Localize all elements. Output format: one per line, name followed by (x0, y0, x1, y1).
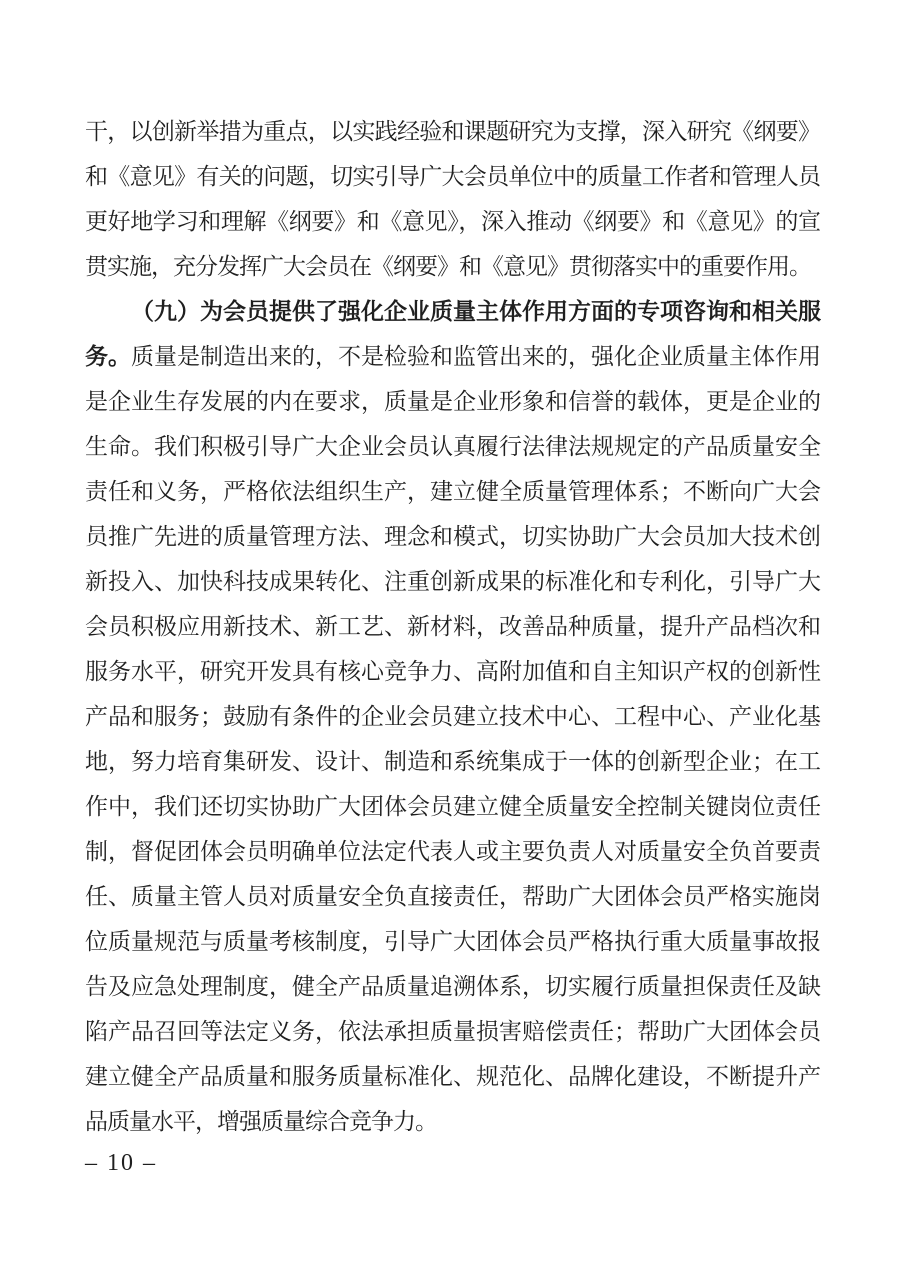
text-run: 任、质量主管人员对质量安全负直接责任，帮助广大团体会员严格实施岗 (85, 884, 820, 909)
page-number: – 10 – (85, 1150, 157, 1176)
document-body (85, 109, 820, 1144)
text-run: 是企业生存发展的内在要求，质量是企业形象和信誉的载体，更是企业的 (85, 389, 820, 414)
text-line (85, 919, 820, 964)
text-run: 建立健全产品质量和服务质量标准化、规范化、品牌化建设，不断提升产 (85, 1064, 820, 1089)
text-line (85, 199, 820, 244)
text-line (85, 379, 820, 424)
text-line (85, 1099, 820, 1144)
text-run: 质量是制造出来的，不是检验和监管出来的，强化企业质量主体作用 (131, 344, 820, 369)
text-run: 生命。我们积极引导广大企业会员认真履行法律法规规定的产品质量安全 (85, 434, 820, 459)
text-run: 告及应急处理制度，健全产品质量追溯体系，切实履行质量担保责任及缺 (85, 974, 820, 999)
text-line (85, 469, 820, 514)
text-line (85, 559, 820, 604)
text-line (85, 694, 820, 739)
text-run: 会员积极应用新技术、新工艺、新材料，改善品种质量，提升产品档次和 (85, 614, 820, 639)
text-run: 干，以创新举措为重点，以实践经验和课题研究为支撑，深入研究《纲要》 (85, 119, 820, 144)
text-line (85, 424, 820, 469)
text-run: 服务水平，研究开发具有核心竞争力、高附加值和自主知识产权的创新性 (85, 659, 820, 684)
text-run: 陷产品召回等法定义务，依法承担质量损害赔偿责任；帮助广大团体会员 (85, 1019, 820, 1044)
text-line (85, 514, 820, 559)
text-run: 责任和义务，严格依法组织生产，建立健全质量管理体系；不断向广大会 (85, 479, 820, 504)
text-run: 地，努力培育集研发、设计、制造和系统集成于一体的创新型企业；在工 (85, 749, 820, 774)
bold-text-run: （九）为会员提供了强化企业质量主体作用方面的专项咨询和相关服 (131, 299, 820, 324)
text-line (85, 1054, 820, 1099)
text-run: 制，督促团体会员明确单位法定代表人或主要负责人对质量安全负首要责 (85, 839, 820, 864)
text-line (85, 874, 820, 919)
text-line (85, 334, 820, 379)
bold-text-run: 务。 (85, 344, 131, 369)
text-run: 和《意见》有关的问题，切实引导广大会员单位中的质量工作者和管理人员 (85, 164, 820, 189)
text-run: 位质量规范与质量考核制度，引导广大团体会员严格执行重大质量事故报 (85, 929, 820, 954)
text-run: 贯实施，充分发挥广大会员在《纲要》和《意见》贯彻落实中的重要作用。 (85, 254, 811, 279)
text-line (85, 784, 820, 829)
text-line (85, 1009, 820, 1054)
text-line (85, 109, 820, 154)
text-line (85, 244, 820, 289)
text-line (85, 604, 820, 649)
text-run: 产品和服务；鼓励有条件的企业会员建立技术中心、工程中心、产业化基 (85, 704, 820, 729)
text-run: 员推广先进的质量管理方法、理念和模式，切实协助广大会员加大技术创 (85, 524, 820, 549)
text-line (85, 829, 820, 874)
text-run: 品质量水平，增强质量综合竞争力。 (85, 1109, 437, 1134)
text-run: 更好地学习和理解《纲要》和《意见》，深入推动《纲要》和《意见》的宣 (85, 209, 820, 234)
text-line (85, 739, 820, 784)
text-line (85, 964, 820, 1009)
text-run: 新投入、加快科技成果转化、注重创新成果的标准化和专利化，引导广大 (85, 569, 820, 594)
text-line (85, 649, 820, 694)
text-line (85, 154, 820, 199)
text-line (85, 289, 820, 334)
text-run: 作中，我们还切实协助广大团体会员建立健全质量安全控制关键岗位责任 (85, 794, 820, 819)
